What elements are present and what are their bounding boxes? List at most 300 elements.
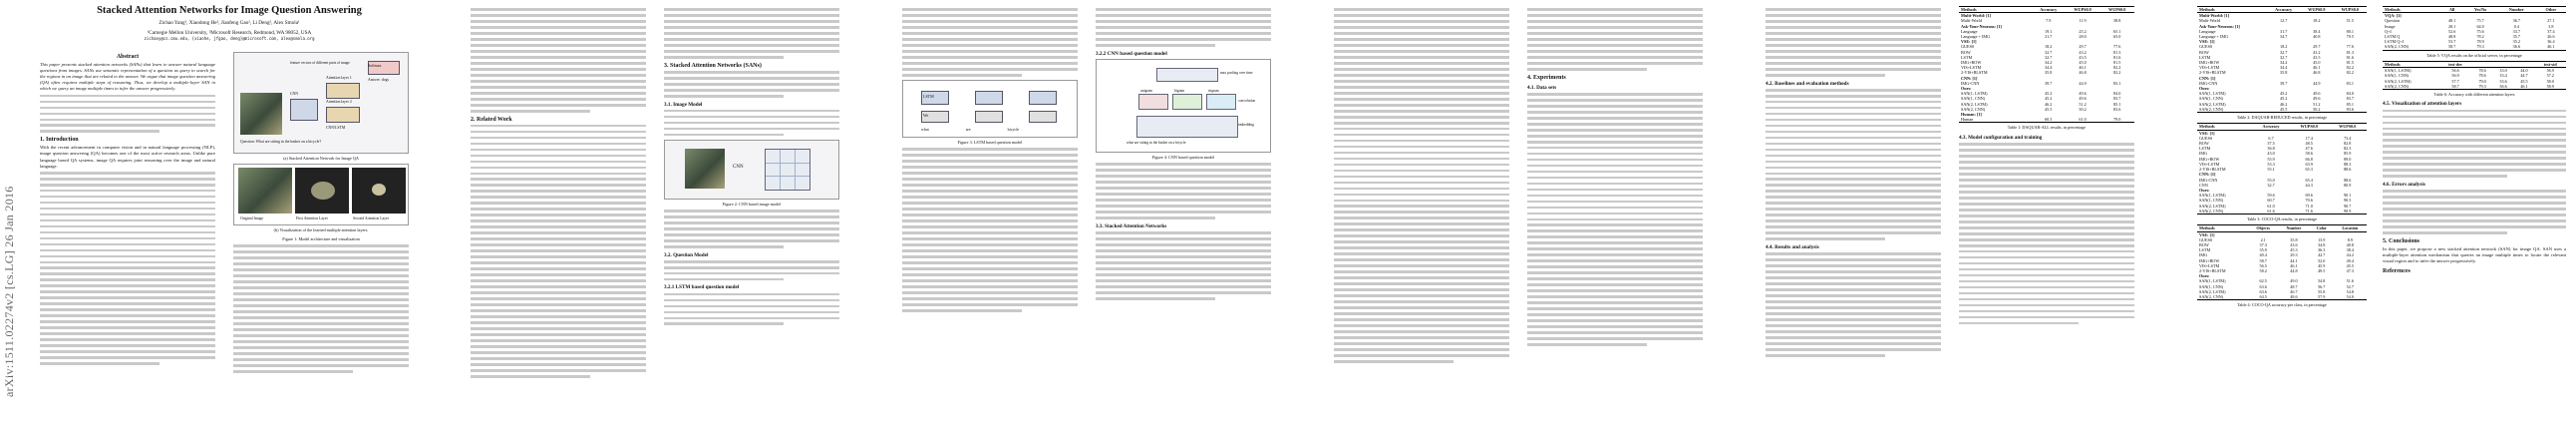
table-cell: SAN(2, CNN) <box>2197 209 2252 215</box>
table-cell: 46.7 <box>2290 288 2298 294</box>
table-cell: 80.9 <box>2344 182 2352 188</box>
table-cell: Ask-Your-Neurons: [1] <box>1961 23 2002 29</box>
table-cell: 36.7 <box>2512 18 2520 24</box>
table-4 <box>2197 224 2367 300</box>
table-cell: SAN(1, CNN) <box>1961 96 1986 102</box>
table-cell: 38.8 <box>2113 18 2121 24</box>
table-cell: 66.8 <box>2305 156 2313 162</box>
san-heading: 3. Stacked Attention Networks (SANs) <box>664 62 762 69</box>
page-6-left-column <box>2197 6 2367 311</box>
fig4-max-pooling-label: max pooling over time <box>1220 70 1253 75</box>
table-cell: SAN(2, CNN) <box>2197 107 2267 113</box>
table-cell: 32.7 <box>2267 182 2275 188</box>
table-cell: 58.7 <box>2440 44 2463 50</box>
table-cell: 61.0 <box>2267 203 2275 209</box>
table-cell: VSE: [1] <box>1961 39 1977 45</box>
table-cell: 81.5 <box>2346 60 2354 66</box>
fig1-cnn-lstm-label: CNN/LSTM <box>326 126 346 130</box>
table-cell: 83.7 <box>2113 96 2121 102</box>
table-row <box>2383 84 2566 90</box>
table-cell: 35.8 <box>2290 236 2298 242</box>
table-cell: 63.6 <box>2259 288 2267 294</box>
table-header-cell: Methods <box>2383 7 2440 13</box>
table-cell: SAN(1, LSTM) <box>2385 68 2412 74</box>
page-1-left-column <box>40 50 215 368</box>
table-cell: 34.2 <box>2280 60 2288 66</box>
paper-title: Stacked Attention Networks for Image Question Answering <box>97 5 362 16</box>
fig3-lstm-2 <box>975 91 1003 105</box>
table-cell: 83.6 <box>2113 106 2121 112</box>
table-header-cell: Number <box>2278 225 2310 231</box>
fig1-cnn-label: CNN <box>290 92 299 96</box>
table-cell: 35.8 <box>2280 70 2288 76</box>
references-heading: References <box>2383 268 2411 275</box>
table-cell: 2.1 <box>2260 236 2266 242</box>
table-cell: 2-VIS+BLSTM <box>2199 167 2226 173</box>
page-2-right-lines-c <box>664 110 839 137</box>
table-header-cell: Methods <box>2383 62 2438 68</box>
page-3-right-lines-b <box>1096 163 1271 219</box>
table-cell: 7.9 <box>2046 18 2052 24</box>
table-cell: 43.6 <box>2290 241 2298 247</box>
table-cell: 45.2 <box>2280 91 2288 97</box>
table-header-cell: Accuracy <box>2267 7 2300 13</box>
table-cell: 85.9 <box>2344 151 2352 157</box>
table-cell: 49.6 <box>2079 91 2087 97</box>
table-header-cell: WUPS0.9 <box>2066 7 2100 13</box>
table-header-cell: test-std <box>2534 62 2566 68</box>
table-cell: Multi-World <box>2199 18 2221 24</box>
table-cell: 84.0 <box>2346 91 2354 97</box>
page-2-left-lines-a <box>471 8 646 113</box>
table-cell: 3.8 <box>2548 23 2554 29</box>
table-cell: 44.0 <box>2520 68 2528 74</box>
fig3-words: what are bicycle <box>921 126 1020 132</box>
table-cell: 18.2 <box>2045 44 2053 50</box>
table-cell: 47.6 <box>2305 146 2313 152</box>
table-header-cell: Methods <box>2197 7 2267 13</box>
page-2 <box>471 0 849 431</box>
table-cell: VSE: [1] <box>2199 130 2215 136</box>
table-cell: IMG-CNN <box>1961 80 1980 86</box>
fig1-attention-label-1: Attention layer 1 <box>326 76 352 80</box>
table-cell: 36.3 <box>2318 247 2326 253</box>
table-cell: SAN(1, CNN) <box>2385 73 2410 79</box>
table-cell: 79.5 <box>2346 34 2354 40</box>
table-cell: 56.7 <box>2318 283 2326 289</box>
table-cell: 89.0 <box>2344 156 2352 162</box>
table-cell: CNN: [1] <box>2199 172 2216 178</box>
table-cell: 81.6 <box>2346 54 2354 60</box>
table-cell: SAN(1, CNN) <box>2199 198 2224 204</box>
table-header-cell: Methods <box>2197 225 2248 231</box>
page-4 <box>1334 0 1713 431</box>
table-cell: 44.7 <box>2520 73 2528 79</box>
fig3-we-label: We <box>923 112 929 118</box>
table-cell: LSTM Q+I <box>2385 39 2404 45</box>
table-cell: 43.2 <box>2079 49 2087 55</box>
table-6-caption: Table 6: Accuracy with different attention layers <box>2433 92 2515 98</box>
fig4-trigram <box>1206 94 1236 110</box>
table-cell: 77.6 <box>2346 44 2354 50</box>
fig3-caption: Figure 3: LSTM based question model <box>957 139 1023 145</box>
table-cell: 60.3 <box>2032 117 2066 123</box>
table-cell: IMG+BOW <box>2199 257 2220 263</box>
page-6-right-lines-a <box>2383 110 2566 179</box>
table-header-cell: WUPS0.9 <box>2290 124 2329 130</box>
table-cell: 58.2 <box>2259 267 2267 273</box>
table-cell: Ours: <box>2199 273 2210 279</box>
abstract-text: This paper presents stacked attention networks (SANs) that learn to answer natural language questions from images. SANs use semantic representation of a question as query to search for the regions in an image that are related to the answer. We argue that image question answering (QA) often requires multiple steps of reasoning. Thus, we develop a multiple-layer SAN in which we query an image multiple times to infer the answer progressively. <box>40 62 215 92</box>
table-cell: 88.6 <box>2344 177 2352 183</box>
arxiv-stamp <box>2 18 16 417</box>
table-cell: 61.0 <box>2066 117 2100 123</box>
table-cell: 54.8 <box>2346 288 2354 294</box>
table-cell: 17.4 <box>2305 135 2313 141</box>
table-cell: 52.7 <box>2346 283 2354 289</box>
related-heading: 2. Related Work <box>471 116 512 123</box>
table-cell: 49.4 <box>2346 257 2354 263</box>
table-cell: 2-VIS+BLSTM <box>2199 70 2226 76</box>
table-cell: 81.5 <box>2113 60 2121 66</box>
table-header-cell: Location <box>2334 225 2367 231</box>
table-header-cell: test-dev <box>2438 62 2471 68</box>
table-cell: 79.0 <box>2478 78 2486 84</box>
table-cell: 53.7 <box>2447 39 2456 45</box>
table-cell: 49.0 <box>2290 278 2298 284</box>
table-cell: 85.1 <box>2346 101 2354 107</box>
table-5 <box>2383 6 2566 51</box>
fig2-caption: Figure 2: CNN based image model <box>722 201 782 207</box>
page-5-right-lines <box>1959 143 2134 324</box>
table-cell: 88.3 <box>2344 161 2352 167</box>
table-cell: CNN: [1] <box>2199 75 2216 81</box>
table-6 <box>2383 61 2566 90</box>
table-cell: 36.6 <box>2497 44 2536 50</box>
figure-4 <box>1096 59 1271 153</box>
table-cell: 78.6 <box>2478 73 2486 79</box>
table-3-caption: Table 3: COCO-QA results, in percentage <box>2247 216 2317 221</box>
fig1a-caption: (a) Stacked Attention Network for Image QA <box>283 156 359 161</box>
table-cell: 46.8 <box>2079 70 2087 76</box>
baselines-heading: 4.2. Baselines and evaluation methods <box>1766 80 1849 87</box>
table-cell: 63.9 <box>2305 161 2313 167</box>
page-3 <box>902 0 1281 431</box>
table-cell: 54.0 <box>2334 294 2367 300</box>
table-cell: 32.7 <box>2045 54 2053 60</box>
table-cell: 11.9 <box>2079 18 2087 24</box>
table-cell: 82.2 <box>2113 70 2121 76</box>
attention-heading: 3.3. Stacked Attention Networks <box>1096 222 1167 229</box>
paper-emails: zichaoy@cs.cmu.edu, {xiaohe, jfgao, deng}@microsoft.com, alex@smola.org <box>144 36 315 42</box>
fig1-attention-layer-1 <box>326 83 360 99</box>
table-cell: 45.3 <box>2290 247 2298 253</box>
table-cell: 50.2 <box>2079 106 2087 112</box>
table-cell: 48.1 <box>2447 18 2456 24</box>
fig1b-second-attention <box>352 168 406 214</box>
table-cell: 81.3 <box>2346 49 2354 55</box>
table-cell: 42.7 <box>2318 252 2326 258</box>
table-cell: 54.8 <box>2318 278 2326 284</box>
table-cell: 80.1 <box>2346 28 2354 34</box>
page-3-right-lines-c <box>1096 231 1271 300</box>
fig3-lstm-label: LSTM <box>923 93 934 99</box>
table-cell: SAN(1, CNN) <box>2199 96 2224 102</box>
fig4-caption: Figure 4: CNN based question model <box>1151 154 1215 160</box>
table-cell: SAN(1, LSTM) <box>2199 278 2226 284</box>
table-cell: 90.5 <box>2344 198 2352 204</box>
conclusion-heading: 5. Conclusions <box>2383 237 2420 244</box>
table-cell: Q+I <box>2385 28 2392 34</box>
page-2-left-column <box>471 6 646 381</box>
table-cell: 40.8 <box>2313 34 2321 40</box>
table-cell: 12.7 <box>2280 18 2288 24</box>
table-cell: 83.6 <box>2334 107 2367 113</box>
table-cell: SAN(2, LSTM) <box>1961 101 1988 107</box>
table-cell: 21.7 <box>2045 34 2053 40</box>
table-cell: LSTM <box>2199 247 2211 253</box>
table-cell: 18.2 <box>2313 18 2321 24</box>
arxiv-stamp-text: arXiv:1511.02274v2 [cs.LG] 26 Jan 2016 <box>2 186 16 397</box>
fig1-question: Question: What are sitting in the basket on a bicycle? <box>240 140 322 144</box>
table-cell: 56.9 <box>2546 68 2554 74</box>
table-cell: 44.8 <box>2290 267 2298 273</box>
table-cell: 49.6 <box>2313 91 2321 97</box>
fig4-bigram-label: bigram <box>1174 88 1185 93</box>
table-cell: 49.6 <box>2313 96 2321 102</box>
table-header-cell: Accuracy <box>2032 7 2066 13</box>
fig4-unigram-label: unigram <box>1140 88 1152 93</box>
table-cell: 32.7 <box>2280 54 2288 60</box>
table-cell: VIS+LSTM <box>2199 65 2220 71</box>
table-cell: SAN(2, LSTM) <box>2199 288 2226 294</box>
table-cell: 78.6 <box>2478 68 2486 74</box>
table-cell: 35.2 <box>2512 39 2520 45</box>
setup-heading: 4.3. Model configuration and training <box>1959 134 2043 141</box>
table-cell: Multi-World <box>1961 18 1983 24</box>
table-header-cell: Methods <box>2197 124 2252 130</box>
table-cell: 57.2 <box>2546 73 2554 79</box>
table-cell: 40.8 <box>2346 241 2354 247</box>
table-header-cell: Accuracy <box>2252 124 2290 130</box>
table-3 <box>2197 123 2367 214</box>
table-cell: 48.7 <box>2290 283 2298 289</box>
table-cell: 28.0 <box>2079 34 2087 40</box>
table-cell: 63.6 <box>2259 283 2267 289</box>
table-cell: 36.4 <box>2547 39 2555 45</box>
page-5-left-column <box>1766 6 1941 360</box>
table-cell: 45.0 <box>2313 60 2321 66</box>
fig1b-first-attention <box>295 168 349 214</box>
table-cell: 83.1 <box>2113 80 2121 86</box>
table-cell: Ours: <box>1961 86 1972 92</box>
table-cell: SAN(2, CNN) <box>2383 44 2440 50</box>
table-cell: 46.1 <box>2079 65 2087 71</box>
table-cell: 34.2 <box>2045 60 2053 66</box>
cnn-heading: 3.2.2 CNN based question model <box>1096 50 1167 57</box>
table-cell: 18.2 <box>2280 44 2288 50</box>
table-2 <box>2197 6 2367 113</box>
table-cell: Human: [1] <box>1961 112 1982 118</box>
table-cell: 38.4 <box>2346 247 2354 253</box>
table-header-cell: WUPS0.0 <box>2099 7 2134 13</box>
table-cell: 56.6 <box>2451 68 2459 74</box>
table-cell: 51.2 <box>2079 101 2087 107</box>
fig3-we-2 <box>975 111 1003 123</box>
table-cell: 48.6 <box>2278 294 2310 300</box>
table-cell: 50.2 <box>2300 107 2333 113</box>
table-cell: 33.4 <box>2499 73 2507 79</box>
table-cell: Multi-World: [1] <box>2199 13 2230 19</box>
table-cell: GUESS <box>2199 236 2213 242</box>
table-cell: Ask-Your-Neurons: [1] <box>2199 23 2240 29</box>
table-cell: 0.4 <box>2513 23 2519 29</box>
page-2-right-column <box>664 6 839 328</box>
table-cell: 59.6 <box>2267 193 2275 199</box>
table-cell: Image <box>2385 23 2396 29</box>
figure-2 <box>664 140 839 200</box>
table-header-cell: Color <box>2310 225 2334 231</box>
errors-heading: 4.6. Errors analysis <box>2383 182 2425 189</box>
page-6-right-lines-b <box>2383 190 2566 234</box>
table-cell: IMG+BOW <box>2199 156 2220 162</box>
table-cell: 77.6 <box>2113 44 2121 50</box>
table-cell: SAN(2, CNN) <box>2197 294 2248 300</box>
table-cell: BOW <box>2199 49 2209 55</box>
table-cell: 90.9 <box>2328 209 2367 215</box>
table-cell: BOW <box>2199 241 2209 247</box>
page-4-left-lines <box>1334 8 1509 363</box>
table-header-cell: Objects <box>2248 225 2278 231</box>
table-cell: 45.5 <box>2045 106 2053 112</box>
page-3-left-lines-b <box>902 148 1078 311</box>
fig1-cnn-block <box>290 99 318 121</box>
page-3-right-column <box>1096 6 1271 303</box>
page-1 <box>40 0 419 431</box>
fig2-input-image <box>685 149 725 189</box>
table-cell: 27.1 <box>2547 18 2555 24</box>
page-4-right-lines-b <box>1527 93 1703 346</box>
table-cell: Human <box>1959 117 2032 123</box>
table-cell: 45.2 <box>2280 96 2288 102</box>
table-cell: 73.4 <box>2344 135 2352 141</box>
fig4-trigram-label: trigram <box>1208 88 1219 93</box>
table-cell: GUESS <box>2199 135 2213 141</box>
fig1-attention-label-2: Attention layer 2 <box>326 100 352 104</box>
page-3-left-lines-a <box>902 8 1078 77</box>
table-cell: 46.2 <box>2280 101 2288 107</box>
table-cell: VSE: [1] <box>2199 39 2215 45</box>
table-cell: IMG+BOW <box>1961 60 1982 66</box>
table-cell: VIS+LSTM <box>1961 65 1982 71</box>
table-cell: Language + IMG <box>1961 34 1991 40</box>
page-3-left-column <box>902 6 1078 315</box>
table-header-cell: Number <box>2497 7 2536 13</box>
table-cell: 57.7 <box>2451 78 2459 84</box>
table-cell: 81.3 <box>2113 49 2121 55</box>
table-row <box>1959 117 2134 123</box>
table-cell: 65.0 <box>2113 34 2121 40</box>
table-cell: 46.1 <box>2536 44 2566 50</box>
fig1b-second-label: Second Attention Layer <box>353 216 390 221</box>
table-cell: 37.4 <box>2547 28 2555 34</box>
intro-heading: 1. Introduction <box>40 137 79 144</box>
fig4-bigram <box>1172 94 1202 110</box>
table-1 <box>1959 6 2134 123</box>
table-cell: 90.1 <box>2344 193 2352 199</box>
page-4-right-column <box>1527 6 1703 349</box>
table-cell: 25.2 <box>2079 28 2087 34</box>
table-cell: 58.9 <box>2534 84 2566 90</box>
page-4-left-column <box>1334 6 1509 366</box>
table-cell: Language <box>1961 28 1978 34</box>
table-cell: IMG-CNN <box>2199 80 2218 86</box>
table-cell: 70.6 <box>2305 198 2313 204</box>
table-cell: 45.0 <box>2079 60 2087 66</box>
table-cell: 48.8 <box>2447 34 2456 40</box>
table-cell: 78.2 <box>2476 34 2484 40</box>
table-cell: 82.2 <box>2346 70 2354 76</box>
page-1-right-column <box>233 50 409 376</box>
table-cell: 46.1 <box>2514 84 2535 90</box>
table-cell: 8.9 <box>2347 236 2353 242</box>
page-6 <box>2197 0 2568 431</box>
table-cell: 56.9 <box>2451 73 2459 79</box>
table-cell: Ours: <box>2199 187 2210 193</box>
question-model-heading: 3.2. Question Model <box>664 251 709 258</box>
table-cell: 69.6 <box>2305 193 2313 199</box>
table-cell: IMG-CNN <box>2199 177 2218 183</box>
table-cell: 39.7 <box>2280 80 2288 86</box>
experiments-heading: 4. Experiments <box>1527 74 1566 81</box>
table-cell: BOW <box>2199 141 2209 147</box>
table-cell: 2-VIS+BLSTM <box>2199 267 2226 273</box>
table-cell: 45.2 <box>2045 91 2053 97</box>
table-cell: 19.1 <box>2045 28 2053 34</box>
table-header-cell: Yes/No <box>2463 7 2497 13</box>
table-cell: 32.7 <box>2280 49 2288 55</box>
page-2-right-lines-f <box>664 293 839 326</box>
table-cell: 29.7 <box>2079 44 2087 50</box>
table-cell: 49.6 <box>2079 96 2087 102</box>
table-cell: 83.1 <box>2346 80 2354 86</box>
table-cell: 64.0 <box>2476 23 2484 29</box>
fig3-lstm-3 <box>1029 91 1057 105</box>
fig1b-first-label: First Attention Layer <box>296 216 328 221</box>
table-cell: 52.0 <box>2318 257 2326 263</box>
fig2-cnn-label: CNN <box>733 164 744 170</box>
page-5-left-lines-a <box>1766 8 1941 77</box>
fig4-unigram <box>1138 94 1168 110</box>
fig4-convolution-label: convolution <box>1238 98 1256 103</box>
table-cell: 44.9 <box>2313 80 2321 86</box>
table-cell: 35.7 <box>2512 34 2520 40</box>
table-header-cell: Other <box>2536 7 2566 13</box>
fig4-embedding-label: embedding <box>1238 122 1254 127</box>
table-cell: IMG+BOW <box>2199 60 2220 66</box>
page-5 <box>1766 0 2144 431</box>
table-header-cell: All <box>2440 7 2463 13</box>
table-cell: 43.5 <box>2313 54 2321 60</box>
table-cell: 2-VIS+BLSTM <box>1961 70 1988 76</box>
page-3-right-lines-a <box>1096 8 1271 47</box>
table-cell: 44.1 <box>2290 257 2298 263</box>
table-cell: 34.7 <box>2280 34 2288 40</box>
table-cell: 36.6 <box>2493 84 2514 90</box>
table-cell: 38.4 <box>2313 28 2321 34</box>
table-cell: 58.7 <box>2259 257 2267 263</box>
table-cell: Ours: <box>2199 86 2210 92</box>
